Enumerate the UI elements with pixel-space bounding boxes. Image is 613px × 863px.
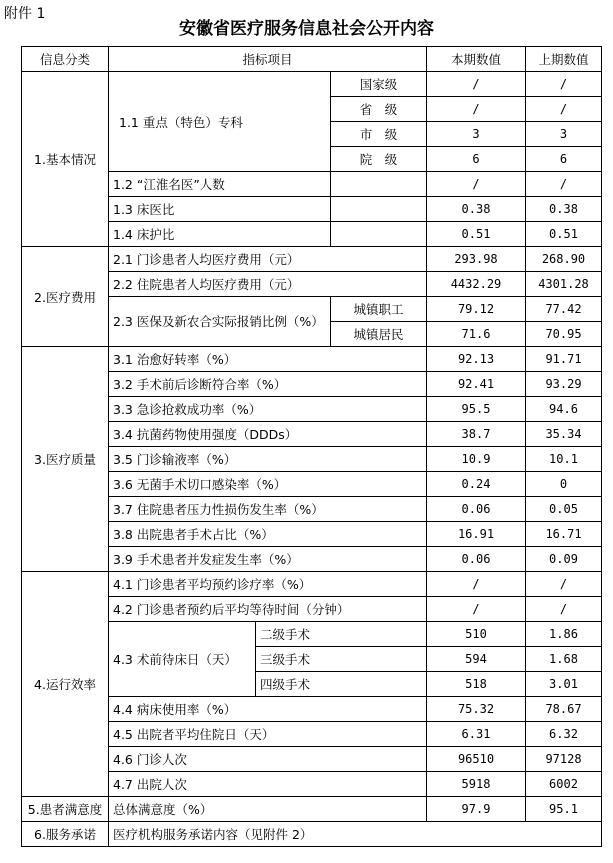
current-value: / xyxy=(427,72,526,97)
current-value: 75.32 xyxy=(427,697,526,722)
current-value: 16.91 xyxy=(427,522,526,547)
specialty-label: 1.1 重点（特色）专科 xyxy=(109,72,331,172)
previous-value: / xyxy=(526,97,602,122)
previous-value: / xyxy=(526,72,602,97)
category-satisfaction: 5.患者满意度 xyxy=(22,797,109,822)
table-row xyxy=(22,472,602,497)
current-value: 96510 xyxy=(427,747,526,772)
table-row xyxy=(22,822,602,847)
blank-cell xyxy=(331,222,427,247)
previous-value: 93.29 xyxy=(526,372,602,397)
level-label: 省 级 xyxy=(331,97,427,122)
previous-value: 70.95 xyxy=(526,322,602,347)
current-value: 293.98 xyxy=(427,247,526,272)
category-quality: 3.医疗质量 xyxy=(22,347,109,572)
item-label: 1.4 床护比 xyxy=(109,222,331,247)
item-label: 3.6 无菌手术切口感染率（%） xyxy=(109,472,427,497)
table-row xyxy=(22,397,602,422)
item-label: 2.2 住院患者人均医疗费用（元） xyxy=(109,272,427,297)
previous-value: 3.01 xyxy=(526,672,602,697)
header-current: 本期数值 xyxy=(427,47,526,72)
reimburse-label: 2.3 医保及新农合实际报销比例（%） xyxy=(109,297,331,347)
level-label: 院 级 xyxy=(331,147,427,172)
current-value: 0.06 xyxy=(427,497,526,522)
item-label: 3.5 门诊输液率（%） xyxy=(109,447,427,472)
table-row xyxy=(22,297,602,322)
category-service: 6.服务承诺 xyxy=(22,822,109,847)
table-row xyxy=(22,697,602,722)
item-label: 4.5 出院者平均住院日（天） xyxy=(109,722,427,747)
table-row xyxy=(22,72,602,97)
current-value: 594 xyxy=(427,647,526,672)
category-cost: 2.医疗费用 xyxy=(22,247,109,347)
table-row xyxy=(22,272,602,297)
table-row xyxy=(22,372,602,397)
blank-cell xyxy=(331,172,427,197)
current-value: 0.38 xyxy=(427,197,526,222)
surgery-level-label: 四级手术 xyxy=(256,672,427,697)
previous-value: 16.71 xyxy=(526,522,602,547)
current-value: 92.13 xyxy=(427,347,526,372)
item-label: 3.4 抗菌药物使用强度（DDDs） xyxy=(109,422,427,447)
current-value: 0.06 xyxy=(427,547,526,572)
attachment-label: 附件 1 xyxy=(4,6,46,22)
table-row xyxy=(22,747,602,772)
previous-value: 6002 xyxy=(526,772,602,797)
item-label: 4.1 门诊患者平均预约诊疗率（%） xyxy=(109,572,427,597)
previous-value: 6 xyxy=(526,147,602,172)
item-label: 3.9 手术患者并发症发生率（%） xyxy=(109,547,427,572)
level-label: 市 级 xyxy=(331,122,427,147)
header-category: 信息分类 xyxy=(22,47,109,72)
table-row xyxy=(22,422,602,447)
previous-value: 35.34 xyxy=(526,422,602,447)
table-row xyxy=(22,347,602,372)
header-item: 指标项目 xyxy=(109,47,427,72)
table-row xyxy=(22,497,602,522)
item-label: 医疗机构服务承诺内容（见附件 2） xyxy=(109,822,602,847)
item-label: 3.7 住院患者压力性损伤发生率（%） xyxy=(109,497,427,522)
current-value: 518 xyxy=(427,672,526,697)
previous-value: 94.6 xyxy=(526,397,602,422)
table-row xyxy=(22,722,602,747)
previous-value: 1.86 xyxy=(526,622,602,647)
previous-value: 91.71 xyxy=(526,347,602,372)
sub-label: 城镇居民 xyxy=(331,322,427,347)
previous-value: 268.90 xyxy=(526,247,602,272)
item-label: 1.3 床医比 xyxy=(109,197,331,222)
sub-label: 城镇职工 xyxy=(331,297,427,322)
category-basic: 1.基本情况 xyxy=(22,72,109,247)
current-value: / xyxy=(427,597,526,622)
current-value: 95.5 xyxy=(427,397,526,422)
previous-value: 3 xyxy=(526,122,602,147)
blank-cell xyxy=(331,197,427,222)
item-label: 3.2 手术前后诊断符合率（%） xyxy=(109,372,427,397)
previous-value: 0.05 xyxy=(526,497,602,522)
current-value: 5918 xyxy=(427,772,526,797)
table-row xyxy=(22,772,602,797)
current-value: 38.7 xyxy=(427,422,526,447)
surgery-level-label: 二级手术 xyxy=(256,622,427,647)
previous-value: 0.38 xyxy=(526,197,602,222)
previous-value: / xyxy=(526,572,602,597)
item-label: 4.4 病床使用率（%） xyxy=(109,697,427,722)
table-row xyxy=(22,172,602,197)
item-label: 4.7 出院人次 xyxy=(109,772,427,797)
previous-value: 0.51 xyxy=(526,222,602,247)
header-previous: 上期数值 xyxy=(526,47,602,72)
current-value: 4432.29 xyxy=(427,272,526,297)
bed-days-label: 4.3 术前待床日（天） xyxy=(109,622,256,697)
table-row xyxy=(22,447,602,472)
previous-value: 95.1 xyxy=(526,797,602,822)
item-label: 4.6 门诊人次 xyxy=(109,747,427,772)
table-row xyxy=(22,572,602,597)
level-label: 国家级 xyxy=(331,72,427,97)
current-value: 0.51 xyxy=(427,222,526,247)
table-row xyxy=(22,197,602,222)
table-row xyxy=(22,522,602,547)
table-row xyxy=(22,597,602,622)
current-value: 92.41 xyxy=(427,372,526,397)
current-value: / xyxy=(427,172,526,197)
current-value: 3 xyxy=(427,122,526,147)
current-value: 0.24 xyxy=(427,472,526,497)
current-value: 79.12 xyxy=(427,297,526,322)
surgery-level-label: 三级手术 xyxy=(256,647,427,672)
item-label: 总体满意度（%） xyxy=(109,797,427,822)
previous-value: 1.68 xyxy=(526,647,602,672)
previous-value: 0.09 xyxy=(526,547,602,572)
previous-value: 78.67 xyxy=(526,697,602,722)
current-value: 6.31 xyxy=(427,722,526,747)
category-efficiency: 4.运行效率 xyxy=(22,572,109,797)
table-row xyxy=(22,247,602,272)
current-value: 6 xyxy=(427,147,526,172)
previous-value: 4301.28 xyxy=(526,272,602,297)
item-label: 3.1 治愈好转率（%） xyxy=(109,347,427,372)
table-row xyxy=(22,622,602,647)
current-value: 97.9 xyxy=(427,797,526,822)
item-label: 4.2 门诊患者预约后平均等待时间（分钟） xyxy=(109,597,427,622)
item-label: 2.1 门诊患者人均医疗费用（元） xyxy=(109,247,427,272)
info-table xyxy=(21,46,602,847)
previous-value: 6.32 xyxy=(526,722,602,747)
item-label: 3.8 出院患者手术占比（%） xyxy=(109,522,427,547)
current-value: 71.6 xyxy=(427,322,526,347)
table-row xyxy=(22,222,602,247)
page-title: 安徽省医疗服务信息社会公开内容 xyxy=(179,19,434,39)
previous-value: / xyxy=(526,597,602,622)
header-row xyxy=(22,47,602,72)
item-label: 3.3 急诊抢救成功率（%） xyxy=(109,397,427,422)
previous-value: / xyxy=(526,172,602,197)
table-row xyxy=(22,547,602,572)
previous-value: 10.1 xyxy=(526,447,602,472)
previous-value: 77.42 xyxy=(526,297,602,322)
current-value: 510 xyxy=(427,622,526,647)
current-value: 10.9 xyxy=(427,447,526,472)
current-value: / xyxy=(427,572,526,597)
previous-value: 0 xyxy=(526,472,602,497)
item-label: 1.2 “江淮名医”人数 xyxy=(109,172,331,197)
table-row xyxy=(22,797,602,822)
previous-value: 97128 xyxy=(526,747,602,772)
current-value: / xyxy=(427,97,526,122)
